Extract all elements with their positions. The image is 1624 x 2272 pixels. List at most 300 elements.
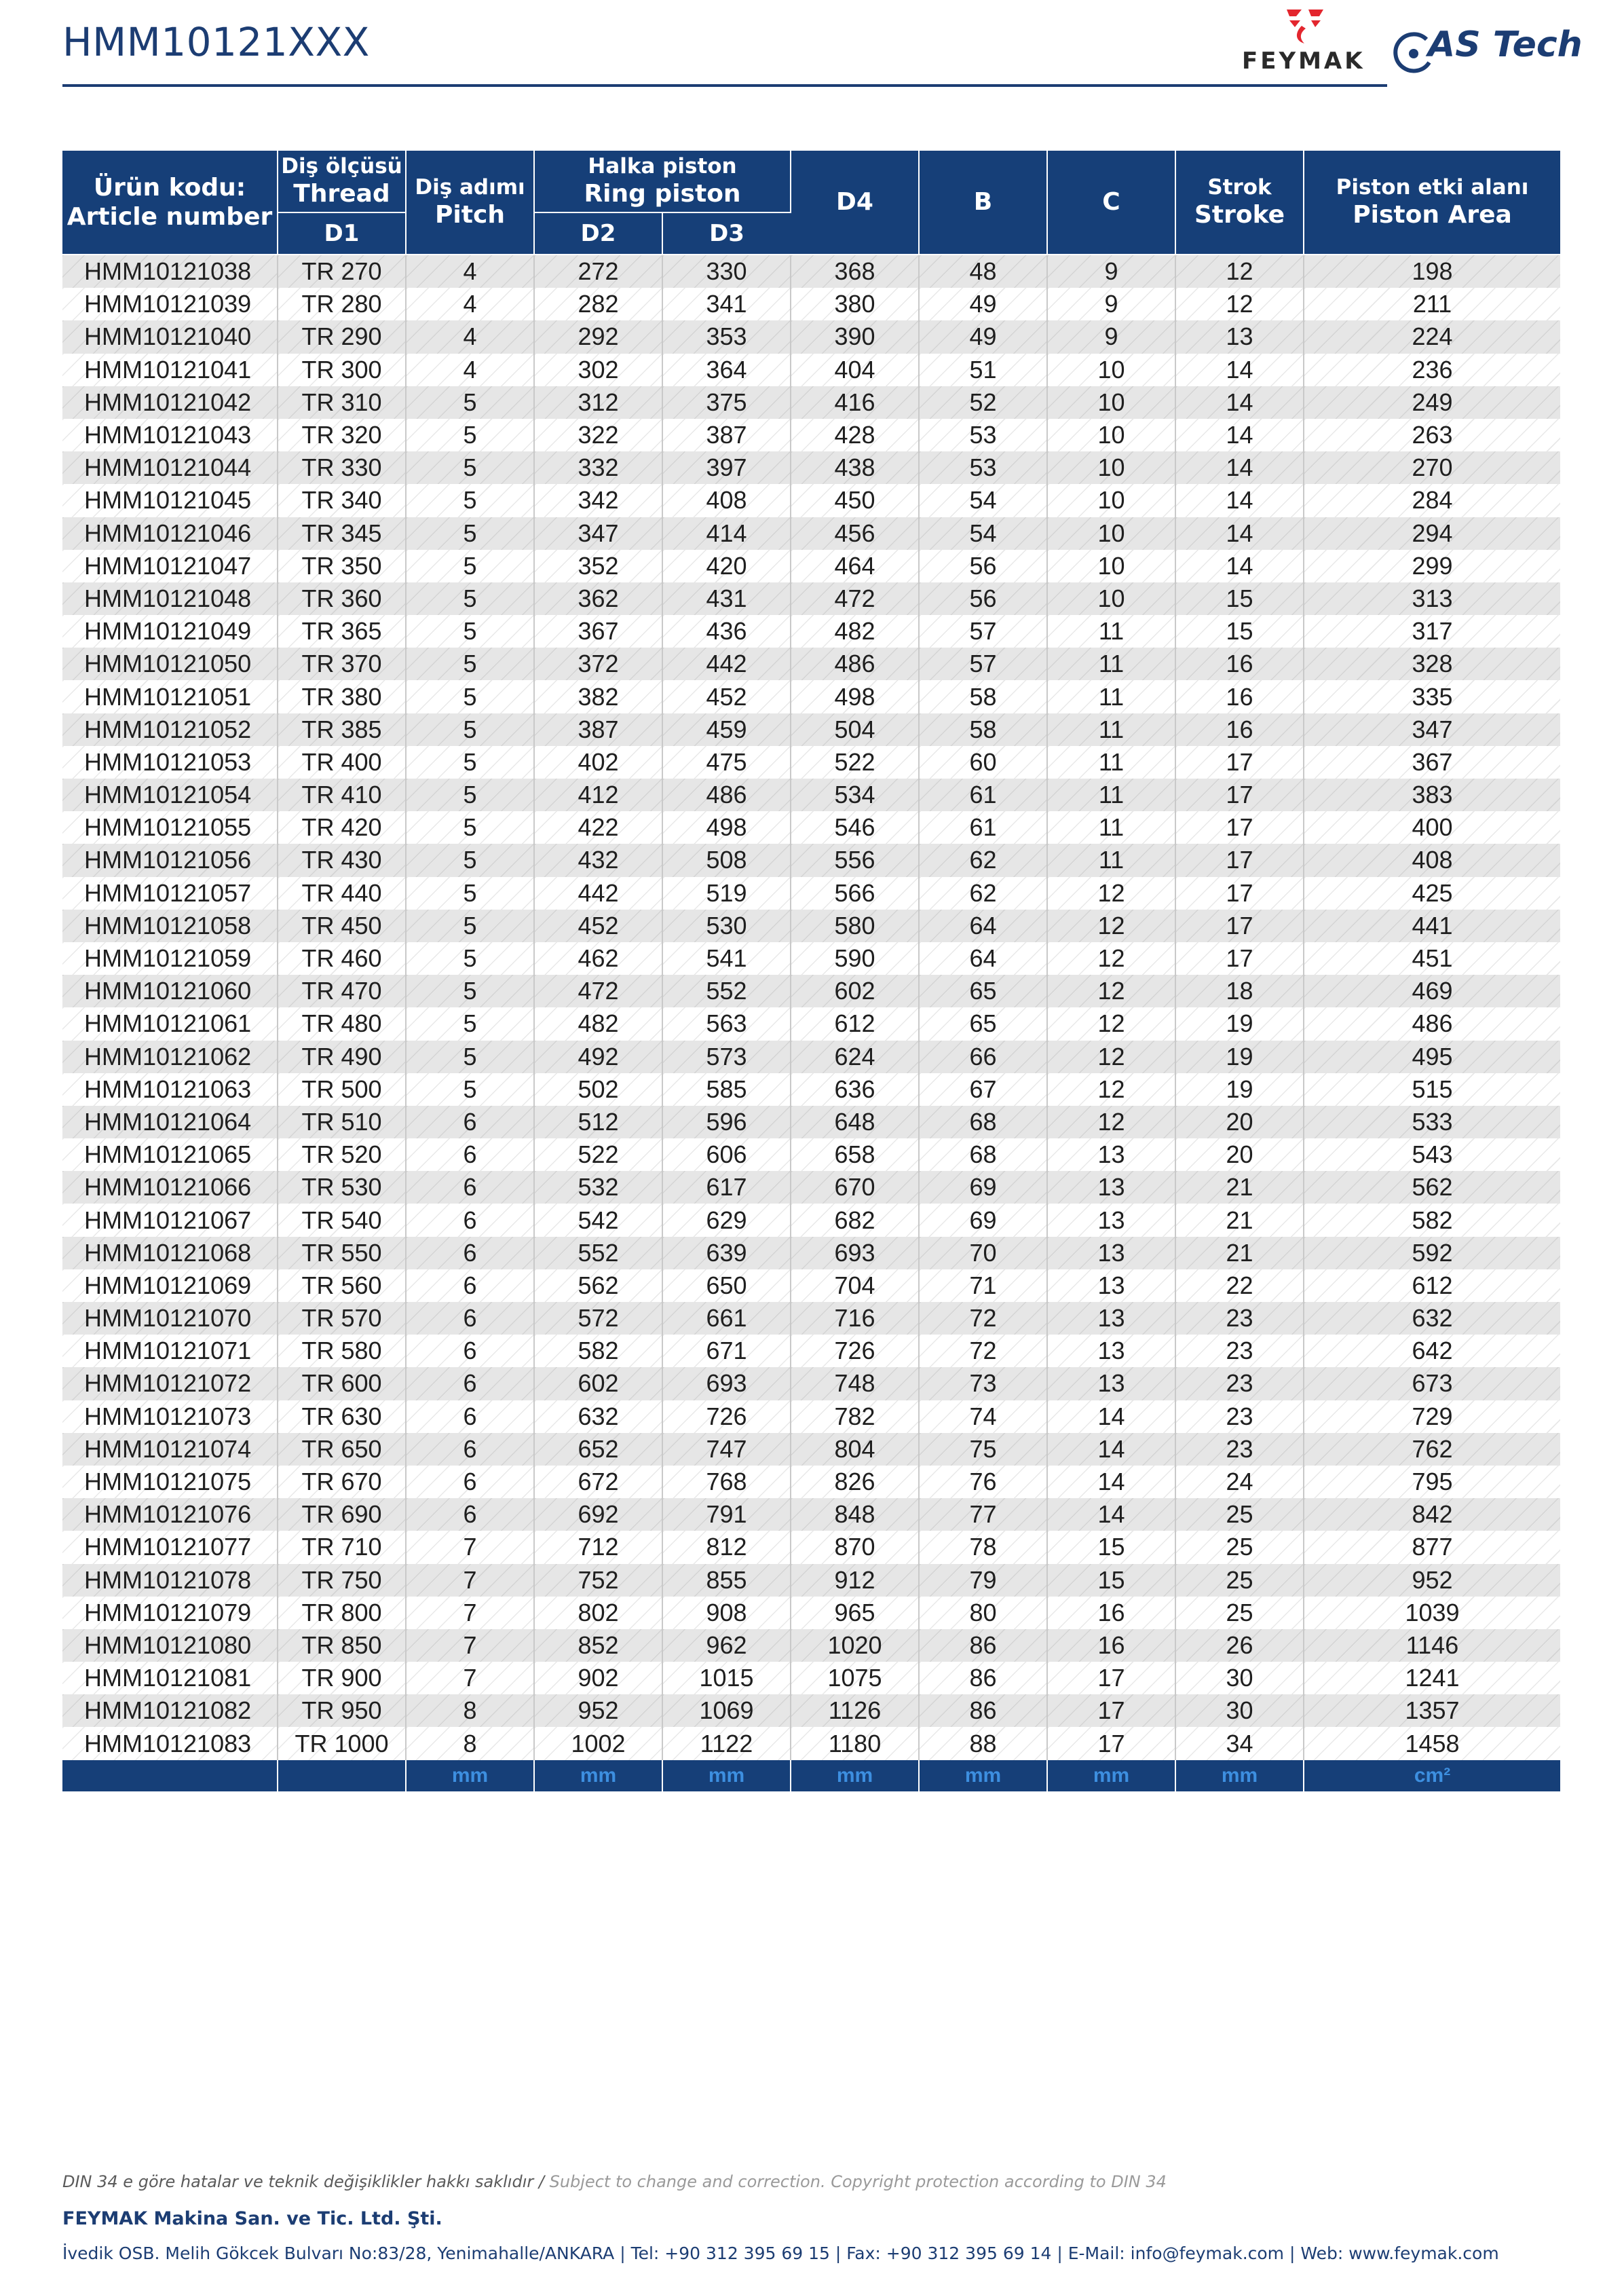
table-cell: 312 (534, 386, 662, 419)
table-cell: TR 580 (278, 1335, 406, 1367)
table-cell: 726 (662, 1400, 791, 1433)
table-cell: TR 380 (278, 680, 406, 713)
table-cell: 826 (791, 1466, 919, 1498)
table-row (62, 1007, 1560, 1040)
table-cell: 442 (534, 877, 662, 910)
table-cell: 263 (1304, 419, 1560, 451)
table-cell: 13 (1047, 1138, 1175, 1171)
table-cell: TR 385 (278, 713, 406, 746)
table-row (62, 1041, 1560, 1073)
footer-company: FEYMAK Makina San. ve Tic. Ltd. Şti. (62, 2208, 442, 2229)
table-row (62, 811, 1560, 844)
table-cell: 4 (406, 288, 534, 320)
table-cell: 353 (662, 320, 791, 353)
table-cell: 1180 (791, 1727, 919, 1759)
table-cell: 69 (919, 1204, 1047, 1236)
table-cell: 902 (534, 1662, 662, 1694)
table-cell: 1241 (1304, 1662, 1560, 1694)
table-cell: 14 (1047, 1433, 1175, 1466)
table-cell: 452 (662, 680, 791, 713)
table-cell: HMM10121058 (62, 910, 278, 942)
feymak-wordmark: FEYMAK (1242, 48, 1365, 75)
header-article-en: Article number (67, 203, 273, 231)
table-cell: 542 (534, 1204, 662, 1236)
table-cell: HMM10121066 (62, 1171, 278, 1204)
header-area (1304, 151, 1560, 255)
table-cell: 64 (919, 910, 1047, 942)
table-cell: HMM10121076 (62, 1498, 278, 1531)
table-cell: 9 (1047, 255, 1175, 288)
table-cell: 671 (662, 1335, 791, 1367)
table-row (62, 1204, 1560, 1236)
table-cell: 492 (534, 1041, 662, 1073)
table-cell: 1146 (1304, 1629, 1560, 1662)
table-cell: 952 (534, 1694, 662, 1727)
table-cell: 1075 (791, 1662, 919, 1694)
table-row (62, 1335, 1560, 1367)
table-cell: 486 (662, 779, 791, 811)
table-row (62, 484, 1560, 517)
table-cell: 390 (791, 320, 919, 353)
table-cell: 504 (791, 713, 919, 746)
table-cell: 20 (1175, 1106, 1304, 1138)
header-area-tr: Piston etki alanı (1336, 174, 1529, 200)
table-cell: 6 (406, 1171, 534, 1204)
table-cell: 57 (919, 648, 1047, 680)
table-cell: 17 (1175, 844, 1304, 876)
table-cell: 682 (791, 1204, 919, 1236)
table-cell: TR 410 (278, 779, 406, 811)
table-cell: 7 (406, 1629, 534, 1662)
table-cell: 11 (1047, 615, 1175, 648)
table-row (62, 746, 1560, 779)
table-row (62, 1597, 1560, 1629)
table-cell: 762 (1304, 1433, 1560, 1466)
table-cell: 19 (1175, 1041, 1304, 1073)
table-cell: 585 (662, 1073, 791, 1106)
table-cell: 20 (1175, 1138, 1304, 1171)
table-cell: HMM10121079 (62, 1597, 278, 1629)
table-row (62, 1662, 1560, 1694)
table-cell: 70 (919, 1237, 1047, 1269)
table-cell: 5 (406, 484, 534, 517)
astech-wordmark: AS Tech (1428, 24, 1583, 65)
table-cell: 512 (534, 1106, 662, 1138)
table-cell: 12 (1047, 910, 1175, 942)
table-cell: 472 (534, 975, 662, 1007)
header-thread-en: Thread (293, 180, 390, 208)
table-cell: 17 (1175, 877, 1304, 910)
table-cell: 13 (1047, 1237, 1175, 1269)
table-cell: 14 (1175, 386, 1304, 419)
table-cell: 502 (534, 1073, 662, 1106)
table-cell: 372 (534, 648, 662, 680)
table-cell: 416 (791, 386, 919, 419)
table-cell: HMM10121039 (62, 288, 278, 320)
table-cell: 1458 (1304, 1727, 1560, 1759)
footer-address: İvedik OSB. Melih Gökcek Bulvarı No:83/28, Yenimahalle/ANKARA | Tel: +90 312 395 69 15 | Fax: +90 312 395 69 14 | E-Mail: info@feymak.com | Web: www.feymak.com (62, 2243, 1499, 2263)
table-cell: 768 (662, 1466, 791, 1498)
table-cell: 56 (919, 550, 1047, 582)
header-pitch-en: Pitch (435, 201, 505, 229)
table-cell: 54 (919, 517, 1047, 550)
table-cell: 486 (1304, 1007, 1560, 1040)
table-cell: 475 (662, 746, 791, 779)
table-cell: 30 (1175, 1694, 1304, 1727)
table-cell: 12 (1175, 288, 1304, 320)
table-cell: 14 (1047, 1400, 1175, 1433)
table-cell: 5 (406, 779, 534, 811)
table-cell: 14 (1047, 1466, 1175, 1498)
table-cell: 420 (662, 550, 791, 582)
table-cell: TR 570 (278, 1302, 406, 1335)
table-cell: 198 (1304, 255, 1560, 288)
table-cell: 211 (1304, 288, 1560, 320)
table-cell: 482 (534, 1007, 662, 1040)
table-cell: 673 (1304, 1367, 1560, 1400)
table-cell: 462 (534, 942, 662, 975)
table-row (62, 1400, 1560, 1433)
table-cell: 556 (791, 844, 919, 876)
table-row (62, 844, 1560, 876)
unit-cell: mm (406, 1760, 534, 1791)
table-cell: 5 (406, 680, 534, 713)
table-cell: 414 (662, 517, 791, 550)
table-row (62, 1367, 1560, 1400)
table-cell: HMM10121069 (62, 1269, 278, 1302)
table-cell: 5 (406, 1041, 534, 1073)
table-cell: 72 (919, 1335, 1047, 1367)
table-cell: 23 (1175, 1302, 1304, 1335)
table-cell: 639 (662, 1237, 791, 1269)
table-cell: 450 (791, 484, 919, 517)
table-row (62, 779, 1560, 811)
table-cell: 855 (662, 1564, 791, 1597)
table-cell: 661 (662, 1302, 791, 1335)
table-row (62, 255, 1560, 288)
table-cell: 17 (1175, 779, 1304, 811)
table-cell: 5 (406, 942, 534, 975)
table-cell: 328 (1304, 648, 1560, 680)
table-cell: 8 (406, 1694, 534, 1727)
table-cell: HMM10121078 (62, 1564, 278, 1597)
table-cell: 642 (1304, 1335, 1560, 1367)
table-cell: 382 (534, 680, 662, 713)
table-cell: 563 (662, 1007, 791, 1040)
header-stroke (1175, 151, 1304, 255)
table-cell: 582 (534, 1335, 662, 1367)
table-cell: TR 710 (278, 1531, 406, 1563)
table-cell: 13 (1047, 1335, 1175, 1367)
table-cell: TR 420 (278, 811, 406, 844)
table-cell: 606 (662, 1138, 791, 1171)
feymak-mark-icon (1281, 5, 1329, 46)
table-cell: 852 (534, 1629, 662, 1662)
table-cell: 34 (1175, 1727, 1304, 1759)
table-cell: 71 (919, 1269, 1047, 1302)
table-cell: 48 (919, 255, 1047, 288)
unit-cell: mm (791, 1760, 919, 1791)
header-d3: D3 (662, 212, 791, 255)
table-cell: 6 (406, 1302, 534, 1335)
table-cell: TR 1000 (278, 1727, 406, 1759)
table-cell: TR 350 (278, 550, 406, 582)
table-cell: 75 (919, 1433, 1047, 1466)
table-cell: 380 (791, 288, 919, 320)
table-cell: HMM10121061 (62, 1007, 278, 1040)
table-cell: 5 (406, 550, 534, 582)
table-cell: 86 (919, 1629, 1047, 1662)
table-cell: 8 (406, 1727, 534, 1759)
table-cell: HMM10121063 (62, 1073, 278, 1106)
table-cell: 400 (1304, 811, 1560, 844)
table-cell: 486 (791, 648, 919, 680)
table-cell: 7 (406, 1662, 534, 1694)
table-cell: 64 (919, 942, 1047, 975)
table-cell: HMM10121082 (62, 1694, 278, 1727)
table-cell: 1039 (1304, 1597, 1560, 1629)
table-cell: 397 (662, 451, 791, 484)
table-cell: 5 (406, 811, 534, 844)
table-cell: 15 (1175, 582, 1304, 615)
table-cell: 652 (534, 1433, 662, 1466)
table-cell: TR 280 (278, 288, 406, 320)
table-cell: 802 (534, 1597, 662, 1629)
table-cell: 582 (1304, 1204, 1560, 1236)
table-cell: 14 (1175, 484, 1304, 517)
table-row (62, 354, 1560, 386)
table-cell: TR 430 (278, 844, 406, 876)
unit-cell (278, 1760, 406, 1791)
table-cell: 552 (534, 1237, 662, 1269)
table-cell: 7 (406, 1564, 534, 1597)
table-row (62, 419, 1560, 451)
table-cell: 60 (919, 746, 1047, 779)
table-cell: 5 (406, 615, 534, 648)
table-cell: 362 (534, 582, 662, 615)
table-row (62, 451, 1560, 484)
table-cell: 670 (791, 1171, 919, 1204)
table-cell: 12 (1047, 1041, 1175, 1073)
table-cell: 13 (1047, 1302, 1175, 1335)
table-row (62, 942, 1560, 975)
table-cell: HMM10121047 (62, 550, 278, 582)
table-cell: HMM10121065 (62, 1138, 278, 1171)
table-cell: 1002 (534, 1727, 662, 1759)
table-cell: TR 460 (278, 942, 406, 975)
table-cell: HMM10121083 (62, 1727, 278, 1759)
table-cell: 224 (1304, 320, 1560, 353)
table-cell: 341 (662, 288, 791, 320)
header-article-tr: Ürün kodu: (93, 173, 246, 202)
table-cell: 13 (1047, 1204, 1175, 1236)
table-row (62, 1629, 1560, 1662)
header-pitch (406, 151, 534, 255)
header-ring-tr: Halka piston (588, 153, 737, 179)
table-cell: 21 (1175, 1204, 1304, 1236)
table-cell: 65 (919, 1007, 1047, 1040)
table-cell: 10 (1047, 386, 1175, 419)
table-cell: 18 (1175, 975, 1304, 1007)
table-cell: 6 (406, 1237, 534, 1269)
table-cell: 804 (791, 1433, 919, 1466)
table-cell: 19 (1175, 1073, 1304, 1106)
table-cell: HMM10121071 (62, 1335, 278, 1367)
table-cell: TR 300 (278, 354, 406, 386)
table-cell: 5 (406, 1007, 534, 1040)
table-row (62, 288, 1560, 320)
table-cell: 596 (662, 1106, 791, 1138)
table-cell: 49 (919, 288, 1047, 320)
table-cell: 1126 (791, 1694, 919, 1727)
table-cell: TR 345 (278, 517, 406, 550)
header-ring-en: Ring piston (584, 180, 741, 208)
table-cell: TR 480 (278, 1007, 406, 1040)
table-cell: TR 310 (278, 386, 406, 419)
table-cell: 562 (534, 1269, 662, 1302)
table-body (62, 255, 1560, 1791)
table-cell: 508 (662, 844, 791, 876)
table-cell: 335 (1304, 680, 1560, 713)
table-cell: 11 (1047, 746, 1175, 779)
table-cell: 712 (534, 1531, 662, 1563)
table-cell: HMM10121052 (62, 713, 278, 746)
table-cell: 24 (1175, 1466, 1304, 1498)
header-pitch-tr: Diş adımı (415, 174, 525, 200)
table-cell: 782 (791, 1400, 919, 1433)
header-article (62, 151, 278, 255)
table-cell: 76 (919, 1466, 1047, 1498)
table-cell: TR 340 (278, 484, 406, 517)
table-row (62, 386, 1560, 419)
unit-cell (62, 1760, 278, 1791)
table-cell: 22 (1175, 1269, 1304, 1302)
table-row (62, 1466, 1560, 1498)
table-cell: 459 (662, 713, 791, 746)
table-cell: 14 (1175, 419, 1304, 451)
table-cell: 16 (1175, 713, 1304, 746)
table-cell: TR 520 (278, 1138, 406, 1171)
table-cell: HMM10121057 (62, 877, 278, 910)
table-cell: HMM10121080 (62, 1629, 278, 1662)
table-cell: 522 (534, 1138, 662, 1171)
table-cell: TR 270 (278, 255, 406, 288)
table-cell: HMM10121051 (62, 680, 278, 713)
title-divider (62, 84, 1387, 87)
table-cell: 519 (662, 877, 791, 910)
table-cell: 1069 (662, 1694, 791, 1727)
table-cell: 54 (919, 484, 1047, 517)
table-cell: 5 (406, 419, 534, 451)
table-cell: HMM10121055 (62, 811, 278, 844)
table-cell: 368 (791, 255, 919, 288)
table-row (62, 1727, 1560, 1759)
table-row (62, 517, 1560, 550)
table-cell: 86 (919, 1694, 1047, 1727)
table-cell: 367 (1304, 746, 1560, 779)
table-cell: 552 (662, 975, 791, 1007)
table-cell: 404 (791, 354, 919, 386)
table-cell: 25 (1175, 1597, 1304, 1629)
table-cell: 848 (791, 1498, 919, 1531)
table-cell: 11 (1047, 713, 1175, 746)
table-cell: 270 (1304, 451, 1560, 484)
table-cell: 624 (791, 1041, 919, 1073)
table-cell: 6 (406, 1466, 534, 1498)
table-cell: 5 (406, 517, 534, 550)
table-cell: 17 (1175, 811, 1304, 844)
table-cell: 693 (791, 1237, 919, 1269)
table-cell: HMM10121072 (62, 1367, 278, 1400)
table-cell: 572 (534, 1302, 662, 1335)
table-cell: 14 (1175, 550, 1304, 582)
table-cell: 1357 (1304, 1694, 1560, 1727)
table-row (62, 1237, 1560, 1269)
table-cell: 13 (1047, 1269, 1175, 1302)
table-cell: 842 (1304, 1498, 1560, 1531)
table-cell: 65 (919, 975, 1047, 1007)
table-cell: 58 (919, 713, 1047, 746)
table-cell: 26 (1175, 1629, 1304, 1662)
table-row (62, 550, 1560, 582)
table-cell: HMM10121042 (62, 386, 278, 419)
table-cell: 14 (1175, 517, 1304, 550)
table-cell: 53 (919, 451, 1047, 484)
table-cell: 74 (919, 1400, 1047, 1433)
table-cell: 5 (406, 386, 534, 419)
table-cell: 534 (791, 779, 919, 811)
table-cell: 86 (919, 1662, 1047, 1694)
table-cell: 367 (534, 615, 662, 648)
table-cell: TR 370 (278, 648, 406, 680)
header-d1: D1 (278, 212, 406, 255)
table-cell: 313 (1304, 582, 1560, 615)
table-cell: 383 (1304, 779, 1560, 811)
table-cell: 5 (406, 582, 534, 615)
table-cell: 62 (919, 844, 1047, 876)
table-cell: 1122 (662, 1727, 791, 1759)
table-cell: 10 (1047, 451, 1175, 484)
table-cell: 19 (1175, 1007, 1304, 1040)
table-cell: 716 (791, 1302, 919, 1335)
table-cell: 14 (1047, 1498, 1175, 1531)
table-cell: 17 (1175, 746, 1304, 779)
table-cell: 6 (406, 1433, 534, 1466)
table-cell: 11 (1047, 779, 1175, 811)
table-cell: 877 (1304, 1531, 1560, 1563)
spec-table (62, 151, 1560, 1791)
table-cell: 4 (406, 255, 534, 288)
table-cell: 11 (1047, 844, 1175, 876)
table-cell: 912 (791, 1564, 919, 1597)
table-cell: HMM10121081 (62, 1662, 278, 1694)
table-cell: 748 (791, 1367, 919, 1400)
table-cell: 282 (534, 288, 662, 320)
astech-logo (1391, 20, 1608, 81)
table-cell: TR 670 (278, 1466, 406, 1498)
table-cell: 795 (1304, 1466, 1560, 1498)
header-thread-tr: Diş ölçüsü (281, 153, 402, 179)
table-cell: 9 (1047, 320, 1175, 353)
table-cell: HMM10121054 (62, 779, 278, 811)
table-cell: 77 (919, 1498, 1047, 1531)
table-cell: 408 (1304, 844, 1560, 876)
table-cell: 438 (791, 451, 919, 484)
table-cell: 546 (791, 811, 919, 844)
table-cell: HMM10121067 (62, 1204, 278, 1236)
table-cell: 530 (662, 910, 791, 942)
table-cell: TR 400 (278, 746, 406, 779)
